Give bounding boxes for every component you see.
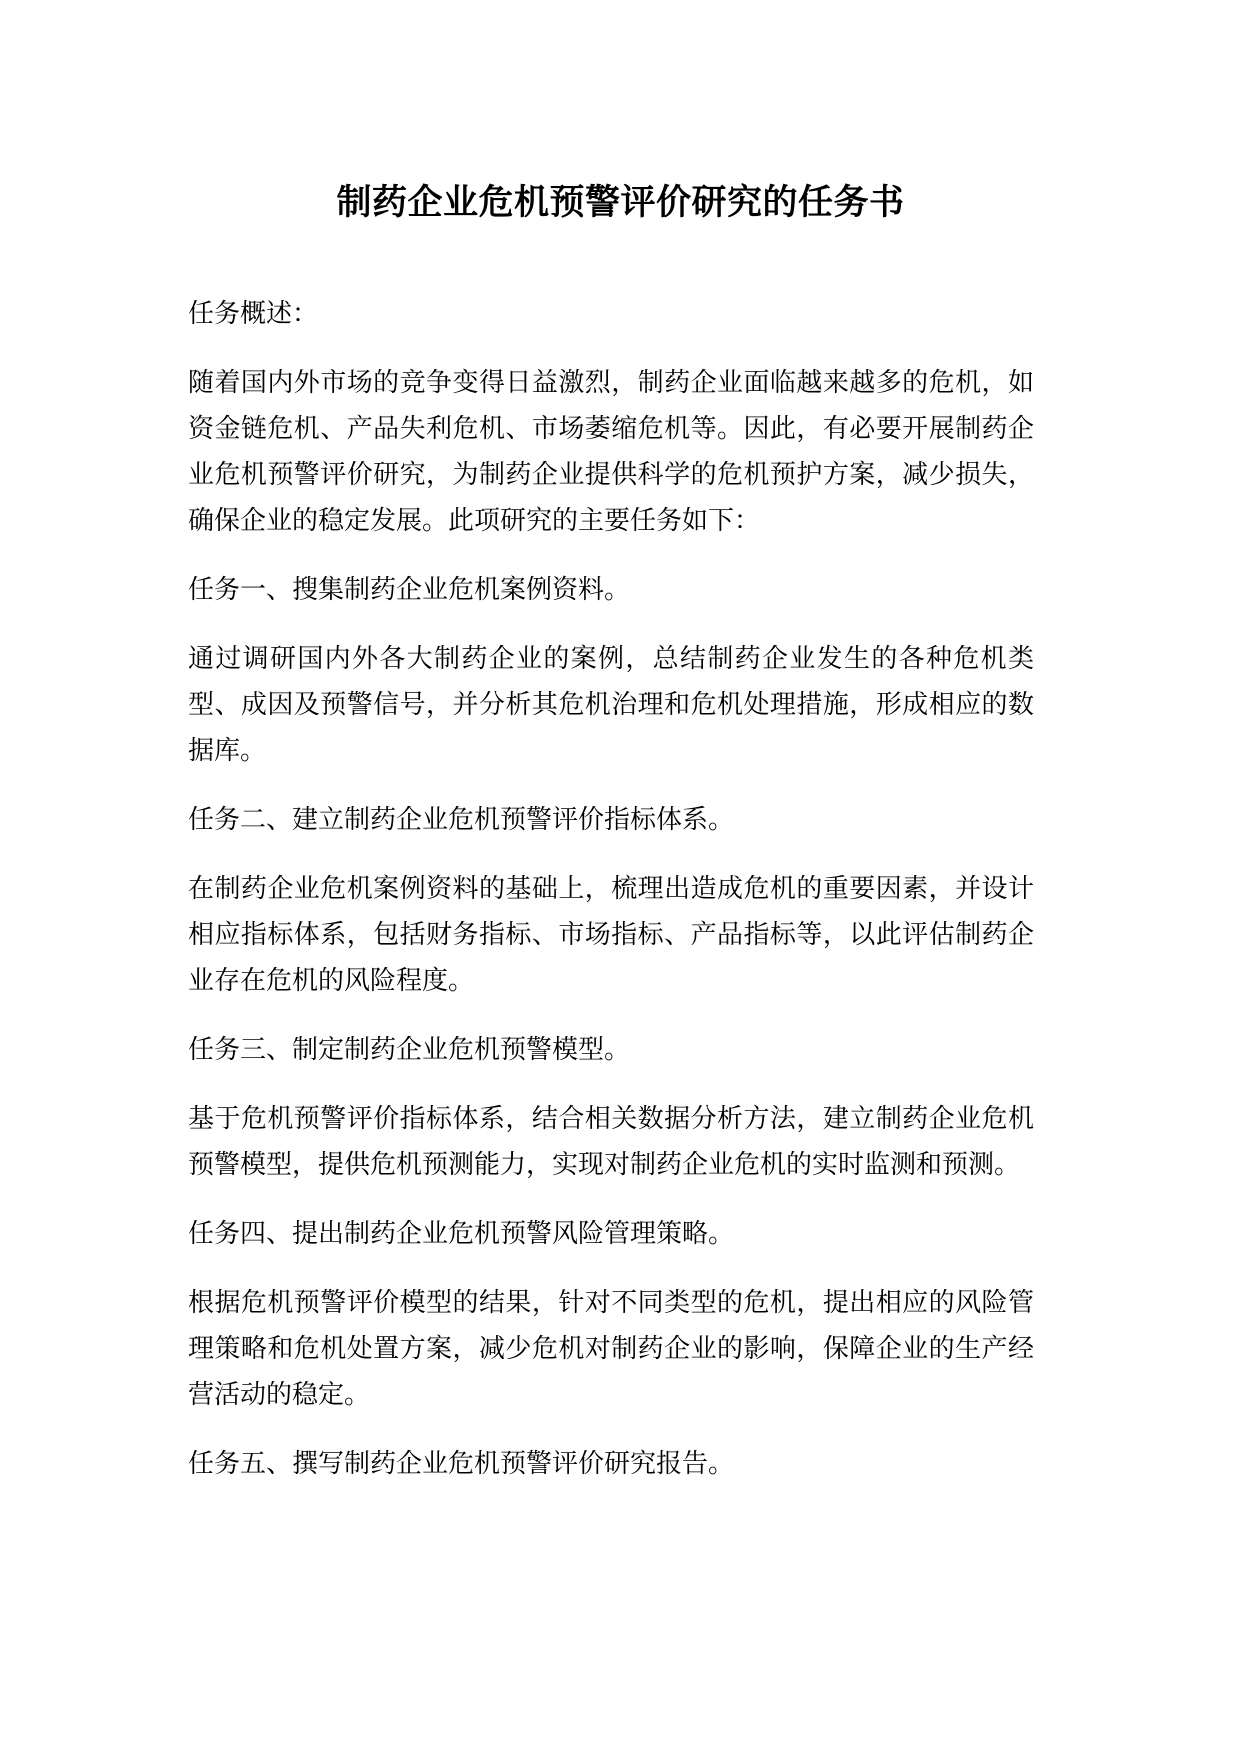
task-heading-3: 任务三、制定制药企业危机预警模型。 (188, 1035, 631, 1065)
task-heading-2: 任务二、建立制药企业危机预警评价指标体系。 (188, 805, 735, 835)
document-title: 制药企业危机预警评价研究的任务书 (336, 183, 905, 223)
task-paragraph-2: 在制药企业危机案例资料的基础上，梳理出造成危机的重要因素，并设计相应指标体系，包括财务指标、市场指标、产品指标等，以此评估制药企业存在危机的风险程度。 (188, 874, 1034, 996)
document-body (188, 291, 1034, 1510)
task-heading-5: 任务五、撰写制药企业危机预警评价研究报告。 (188, 1449, 735, 1479)
section-heading-overview: 任务概述： (188, 299, 319, 329)
paragraph-intro: 随着国内外市场的竞争变得日益激烈，制药企业面临越来越多的危机，如资金链危机、产品失利危机、市场萎缩危机等。因此，有必要开展制药企业危机预警评价研究，为制药企业提供科学的危机预护方案，减少损失，确保企业的稳定发展。此项研究的主要任务如下： (188, 368, 1034, 536)
task-paragraph-4: 根据危机预警评价模型的结果，针对不同类型的危机，提出相应的风险管理策略和危机处置方案，减少危机对制药企业的影响，保障企业的生产经营活动的稳定。 (188, 1288, 1034, 1410)
task-paragraph-3: 基于危机预警评价指标体系，结合相关数据分析方法，建立制药企业危机预警模型，提供危机预测能力，实现对制药企业危机的实时监测和预测。 (188, 1104, 1034, 1180)
task-paragraph-1: 通过调研国内外各大制药企业的案例，总结制药企业发生的各种危机类型、成因及预警信号，并分析其危机治理和危机处理措施，形成相应的数据库。 (188, 644, 1034, 766)
task-heading-1: 任务一、搜集制药企业危机案例资料。 (188, 575, 631, 605)
task-heading-4: 任务四、提出制药企业危机预警风险管理策略。 (188, 1219, 735, 1249)
